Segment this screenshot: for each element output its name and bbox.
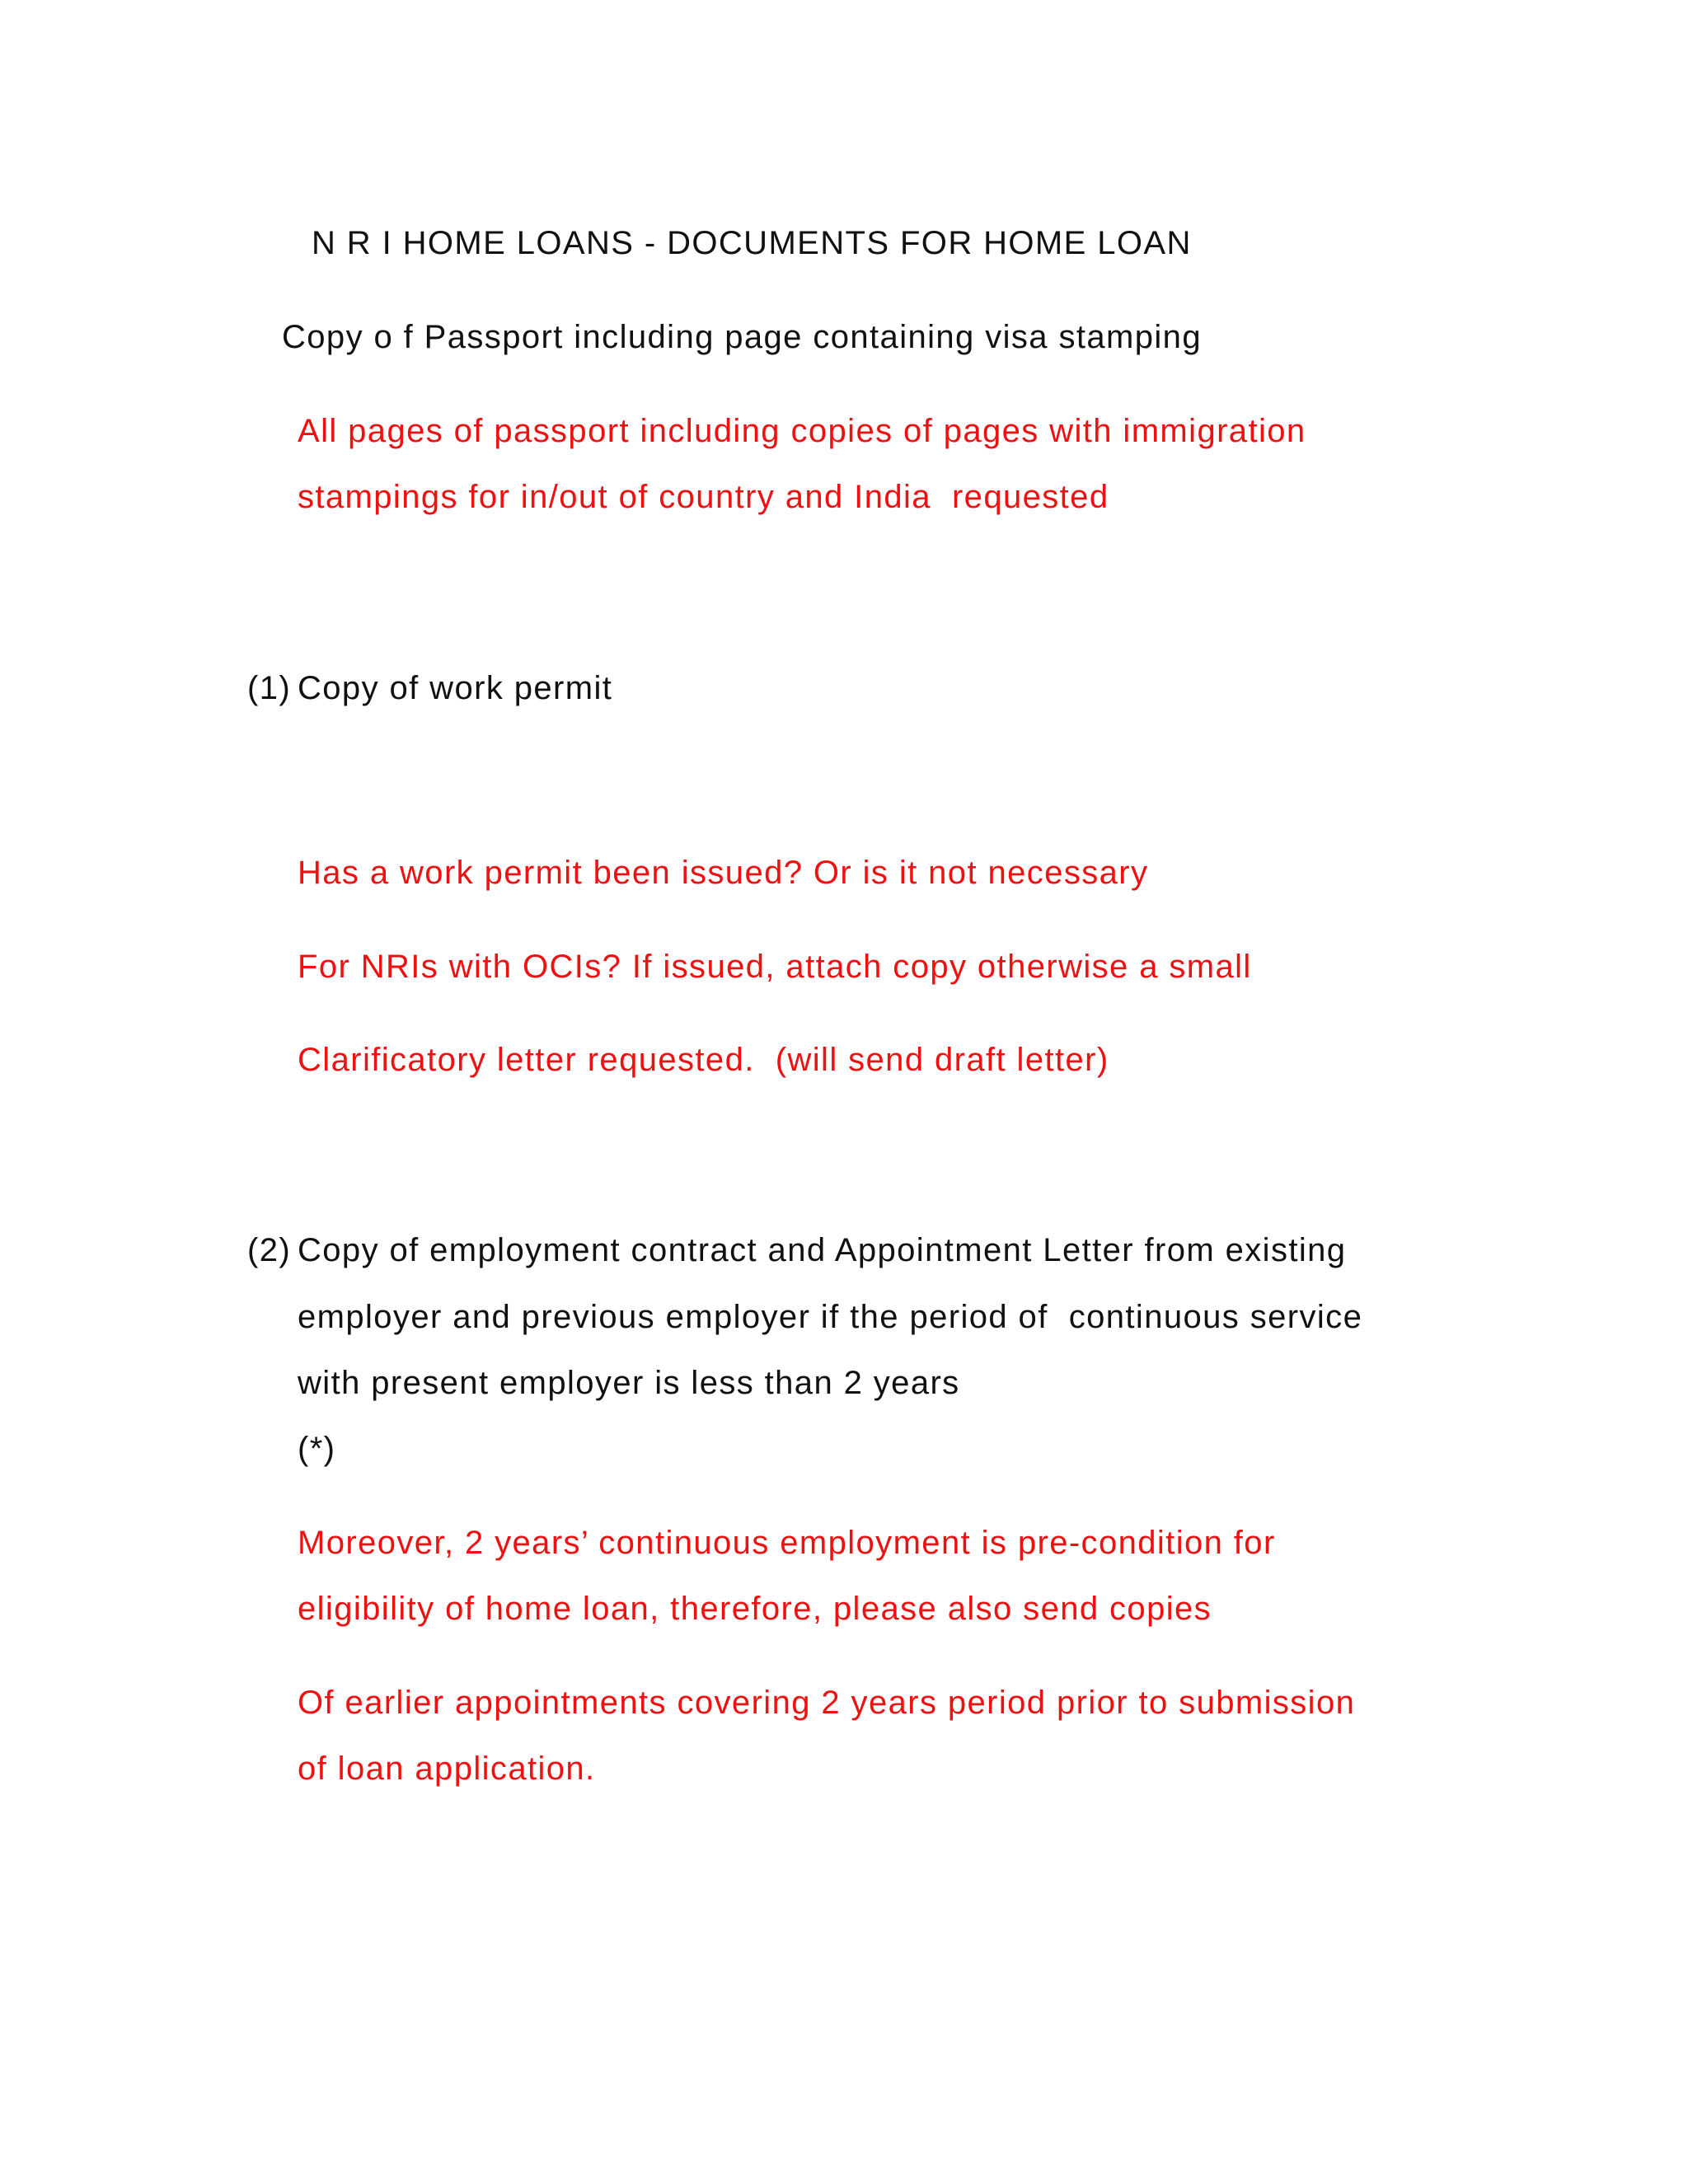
passport-note-line: stampings for in/out of country and India requested — [298, 479, 1109, 515]
item-number-2: (2) — [247, 1232, 292, 1268]
item-number-1: (1) — [247, 670, 292, 706]
employment-note-line: Of earlier appointments covering 2 years period prior to submission — [298, 1685, 1356, 1721]
employment-requirement-line: employer and previous employer if the period of continuous service — [298, 1299, 1363, 1335]
employment-note-line: Moreover, 2 years’ continuous employment is pre-condition for — [298, 1525, 1276, 1561]
work-permit-requirement: Copy of work permit — [298, 670, 613, 706]
passport-note-line: All pages of passport including copies of pages with immigration — [298, 413, 1306, 449]
work-permit-note-line: Has a work permit been issued? Or is it not necessary — [298, 855, 1149, 891]
document-title: N R I HOME LOANS - DOCUMENTS FOR HOME LOAN — [312, 225, 1192, 261]
passport-requirement: Copy o f Passport including page containing visa stamping — [282, 319, 1202, 355]
employment-requirement-line: Copy of employment contract and Appointment Letter from existing — [298, 1232, 1347, 1268]
employment-note-line: eligibility of home loan, therefore, please also send copies — [298, 1591, 1212, 1627]
asterisk-marker: (*) — [298, 1431, 336, 1467]
work-permit-note-line: Clarificatory letter requested. (will send draft letter) — [298, 1042, 1109, 1078]
work-permit-note-line: For NRIs with OCIs? If issued, attach copy otherwise a small — [298, 949, 1252, 985]
employment-note-line: of loan application. — [298, 1750, 596, 1787]
employment-requirement-line: with present employer is less than 2 years — [298, 1365, 960, 1401]
